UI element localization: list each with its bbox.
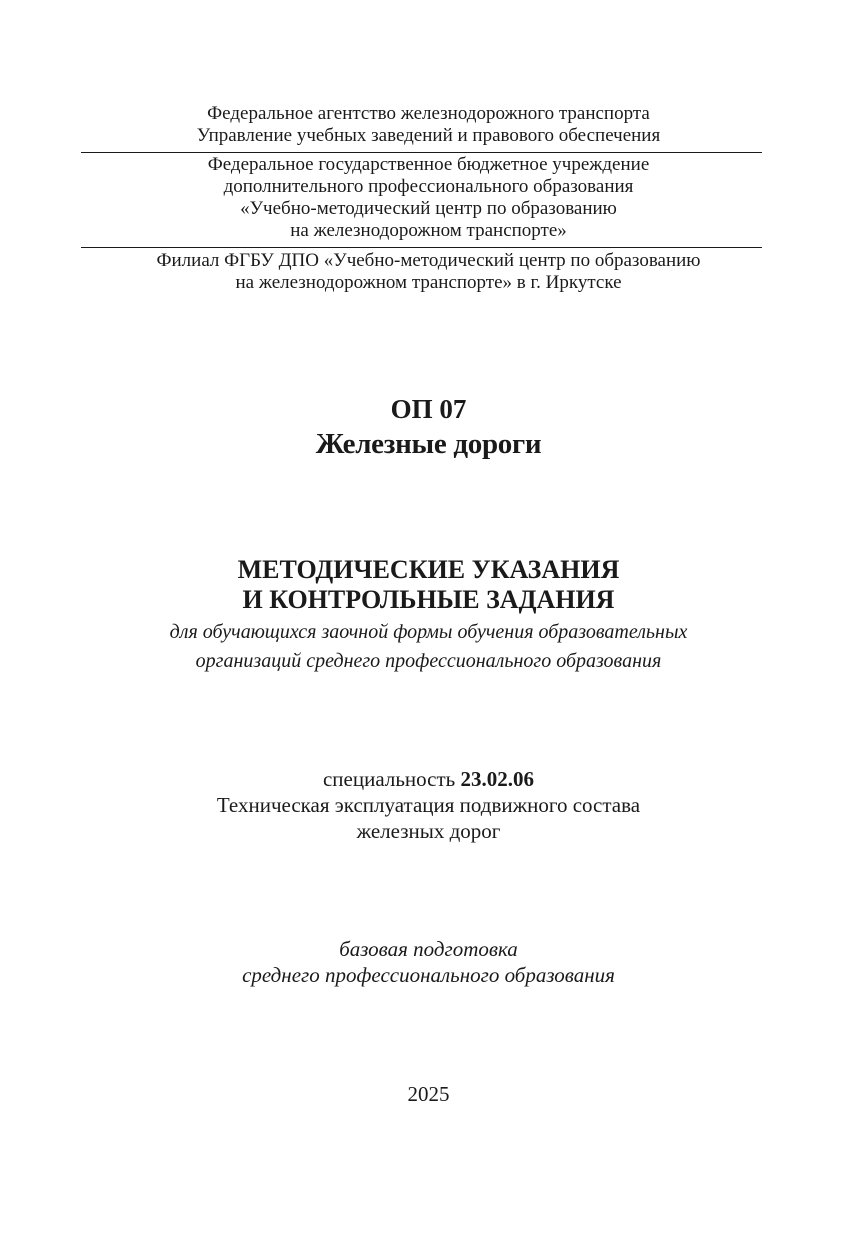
discipline-title: Железные дороги	[315, 428, 542, 460]
audience-line-2: организаций среднего профессионального образования	[195, 650, 662, 672]
discipline-code: ОП 07	[390, 394, 467, 424]
specialty-name-line-2: железных дорог	[356, 819, 501, 843]
institution-line-3: «Учебно-методический центр по образованию	[240, 198, 617, 219]
branch-line-2: на железнодорожном транспорте» в г. Иркутске	[235, 272, 622, 293]
branch-line-1: Филиал ФГБУ ДПО «Учебно-методический центр по образованию	[156, 250, 701, 271]
institution-line-2: дополнительного профессионального образования	[223, 176, 634, 197]
institution-line-4: на железнодорожном транспорте»	[290, 220, 567, 241]
training-line-1: базовая подготовка	[339, 937, 518, 961]
header-divider-bottom	[81, 247, 762, 248]
specialty-label: специальность	[322, 767, 461, 791]
institution-line-1: Федеральное государственное бюджетное учреждение	[207, 154, 650, 175]
document-type-line-1: МЕТОДИЧЕСКИЕ УКАЗАНИЯ	[237, 555, 620, 584]
agency-name: Федеральное агентство железнодорожного транспорта	[207, 103, 650, 124]
audience-line-1: для обучающихся заочной формы обучения образовательных	[169, 621, 688, 643]
training-line-2: среднего профессионального образования	[242, 963, 615, 987]
specialty-code: 23.02.06	[460, 767, 534, 791]
specialty-line	[0, 767, 857, 792]
specialty-name-line-1: Техническая эксплуатация подвижного состава	[216, 793, 641, 817]
document-type-line-2: И КОНТРОЛЬНЫЕ ЗАДАНИЯ	[242, 585, 615, 614]
header-divider-top	[81, 152, 762, 153]
publication-year: 2025	[407, 1082, 450, 1106]
department-name: Управление учебных заведений и правового обеспечения	[196, 125, 661, 146]
